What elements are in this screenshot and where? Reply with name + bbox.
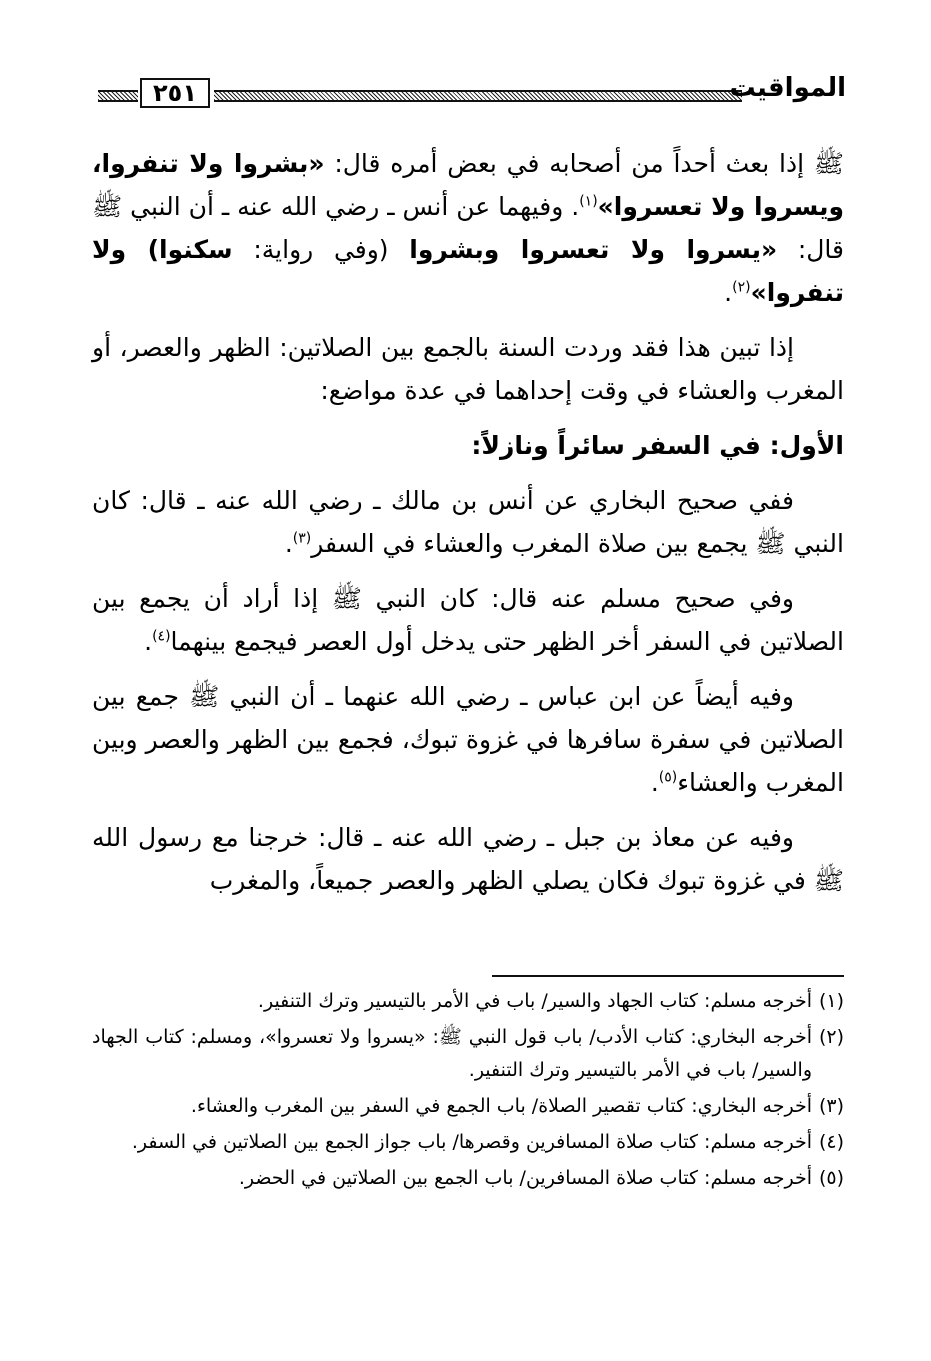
footnote: [92, 985, 844, 1018]
section-heading: الأول: في السفر سائراً ونازلاً:: [471, 431, 844, 460]
paragraph-5: [92, 577, 844, 663]
footnote-number: (١): [818, 990, 844, 1012]
text-run: .: [650, 768, 659, 797]
header-rule-left: [98, 90, 138, 102]
footnote-number: (٥): [818, 1167, 844, 1189]
text-run: ﷺ إذا بعث أحداً من أصحابه في بعض أمره قال:: [324, 149, 844, 178]
paragraph-2: إذا تبين هذا فقد وردت السنة بالجمع بين الصلاتين: الظهر والعصر، أو المغرب والعشاء في وقت إحداهما في عدة مواضع:: [92, 333, 844, 405]
footnote-separator: [492, 975, 844, 977]
text-run: وفي صحيح مسلم عنه قال: كان النبي ﷺ إذا أراد أن يجمع بين الصلاتين في السفر أخر الظهر حتى يدخل أول العصر فيجمع بينهما: [92, 584, 844, 656]
footnote-text: أخرجه مسلم: كتاب صلاة المسافرين/ باب الجمع بين الصلاتين في الحضر.: [238, 1167, 812, 1189]
footnote-text: أخرجه البخاري: كتاب تقصير الصلاة/ باب الجمع في السفر بين المغرب والعشاء.: [190, 1095, 812, 1117]
footnote-ref: (١): [579, 193, 598, 210]
page-number: ٢٥١: [140, 78, 210, 108]
text-run: ففي صحيح البخاري عن أنس بن مالك ـ رضي الله عنه ـ قال: كان النبي ﷺ يجمع بين صلاة المغرب والعشاء في السفر: [92, 486, 844, 558]
footnotes: [92, 985, 844, 1198]
footnote-number: (٢): [818, 1026, 844, 1048]
footnote: [92, 1162, 844, 1195]
main-text: [92, 142, 844, 914]
quote-run: «بشروا ولا تنفروا، ويسروا ولا تعسروا»: [92, 149, 845, 221]
quote-run: «يسروا ولا تعسروا وبشروا: [409, 235, 778, 264]
paragraph-6: [92, 675, 844, 804]
footnote-text: أخرجه البخاري: كتاب الأدب/ باب قول النبي ﷺ: «يسروا ولا تعسروا»، ومسلم: كتاب الجهاد والسير/ باب في الأمر بالتيسير وترك التنفير.: [92, 1026, 812, 1081]
text-run: (وفي رواية:: [232, 235, 410, 264]
paragraph-1: [92, 142, 844, 314]
footnote-number: (٣): [818, 1095, 844, 1117]
quote-run: سكنوا) ولا تنفروا»: [92, 235, 844, 307]
paragraph-7: وفيه عن معاذ بن جبل ـ رضي الله عنه ـ قال: خرجنا مع رسول الله ﷺ في غزوة تبوك فكان يصلي الظهر والعصر جميعاً، والمغرب: [92, 823, 844, 895]
footnote-ref: (٣): [292, 530, 312, 547]
text-run: .: [144, 627, 153, 656]
paragraph-4: [92, 479, 844, 565]
text-run: .: [284, 529, 293, 558]
running-head: المواقيت: [729, 73, 846, 103]
footnote-ref: (٤): [152, 628, 171, 645]
footnote: [92, 1126, 844, 1159]
text-run: .: [724, 278, 733, 307]
header-rule-right: [214, 90, 742, 102]
footnote-text: أخرجه مسلم: كتاب صلاة المسافرين وقصرها/ باب جواز الجمع بين الصلاتين في السفر.: [131, 1131, 812, 1153]
footnote-text: أخرجه مسلم: كتاب الجهاد والسير/ باب في الأمر بالتيسير وترك التنفير.: [257, 990, 812, 1012]
footnote-number: (٤): [818, 1131, 844, 1153]
footnote: [92, 1021, 844, 1087]
text-run: . وفيهما عن أنس ـ رضي الله عنه ـ أن النبي ﷺ قال:: [92, 192, 844, 264]
page-header: [98, 70, 846, 112]
footnote: [92, 1090, 844, 1123]
footnote-ref: (٢): [732, 279, 751, 296]
text-run: وفيه أيضاً عن ابن عباس ـ رضي الله عنهما ـ أن النبي ﷺ جمع بين الصلاتين في سفرة سافرها في غزوة تبوك، فجمع بين الظهر والعصر وبين المغرب والعشاء: [92, 682, 844, 797]
footnote-ref: (٥): [658, 769, 678, 786]
